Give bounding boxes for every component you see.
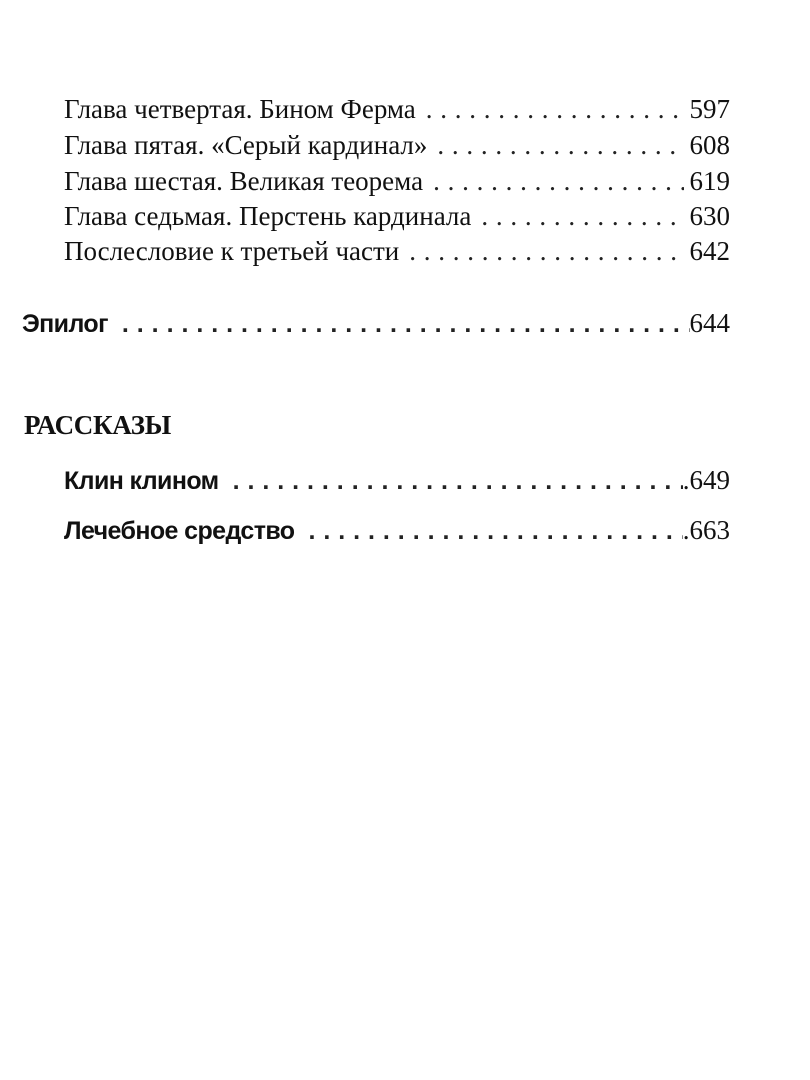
dot-leader — [122, 307, 690, 341]
toc-entry-page: 597 — [689, 94, 730, 124]
toc-entry-page: .649 — [682, 465, 730, 495]
toc-entry-page: 642 — [689, 236, 730, 266]
toc-entry-title: Глава шестая. Великая теорема — [64, 166, 424, 196]
toc-entry-title: Лечебное средство — [64, 517, 295, 545]
toc-entry-page: 630 — [689, 201, 730, 231]
toc-entry-page: 608 — [689, 130, 730, 160]
toc-entry-story-1[interactable] — [64, 463, 730, 498]
dot-leader — [308, 514, 682, 548]
dot-leader — [437, 128, 683, 162]
dot-leader — [481, 199, 683, 233]
toc-entry-afterword[interactable] — [64, 234, 730, 268]
toc-entry-page: .663 — [682, 515, 730, 545]
dot-leader — [433, 164, 683, 198]
toc-entry-page: 619 — [689, 166, 730, 196]
toc-entry-title: Глава пятая. «Серый кардинал» — [64, 130, 428, 160]
dot-leader — [409, 234, 683, 268]
toc-entry-title: Глава седьмая. Перстень кардинала — [64, 201, 472, 231]
toc-entry-chapter-6[interactable] — [64, 164, 730, 198]
toc-entry-title: Эпилог — [22, 310, 108, 338]
toc-entry-title: Послесловие к третьей части — [64, 236, 400, 266]
toc-entry-story-2[interactable] — [64, 513, 730, 548]
toc-entry-chapter-5[interactable] — [64, 128, 730, 162]
toc-entry-page: 644 — [689, 308, 730, 338]
toc-entry-title: Глава четвертая. Бином Ферма — [64, 94, 416, 124]
toc-entry-epilogue[interactable] — [22, 306, 730, 341]
toc-entry-chapter-7[interactable] — [64, 199, 730, 233]
section-heading-stories: РАССКАЗЫ — [24, 410, 171, 440]
dot-leader — [233, 464, 683, 498]
dot-leader — [426, 92, 684, 126]
toc-entry-title: Клин клином — [64, 467, 219, 495]
toc-entry-chapter-4[interactable] — [64, 92, 730, 126]
